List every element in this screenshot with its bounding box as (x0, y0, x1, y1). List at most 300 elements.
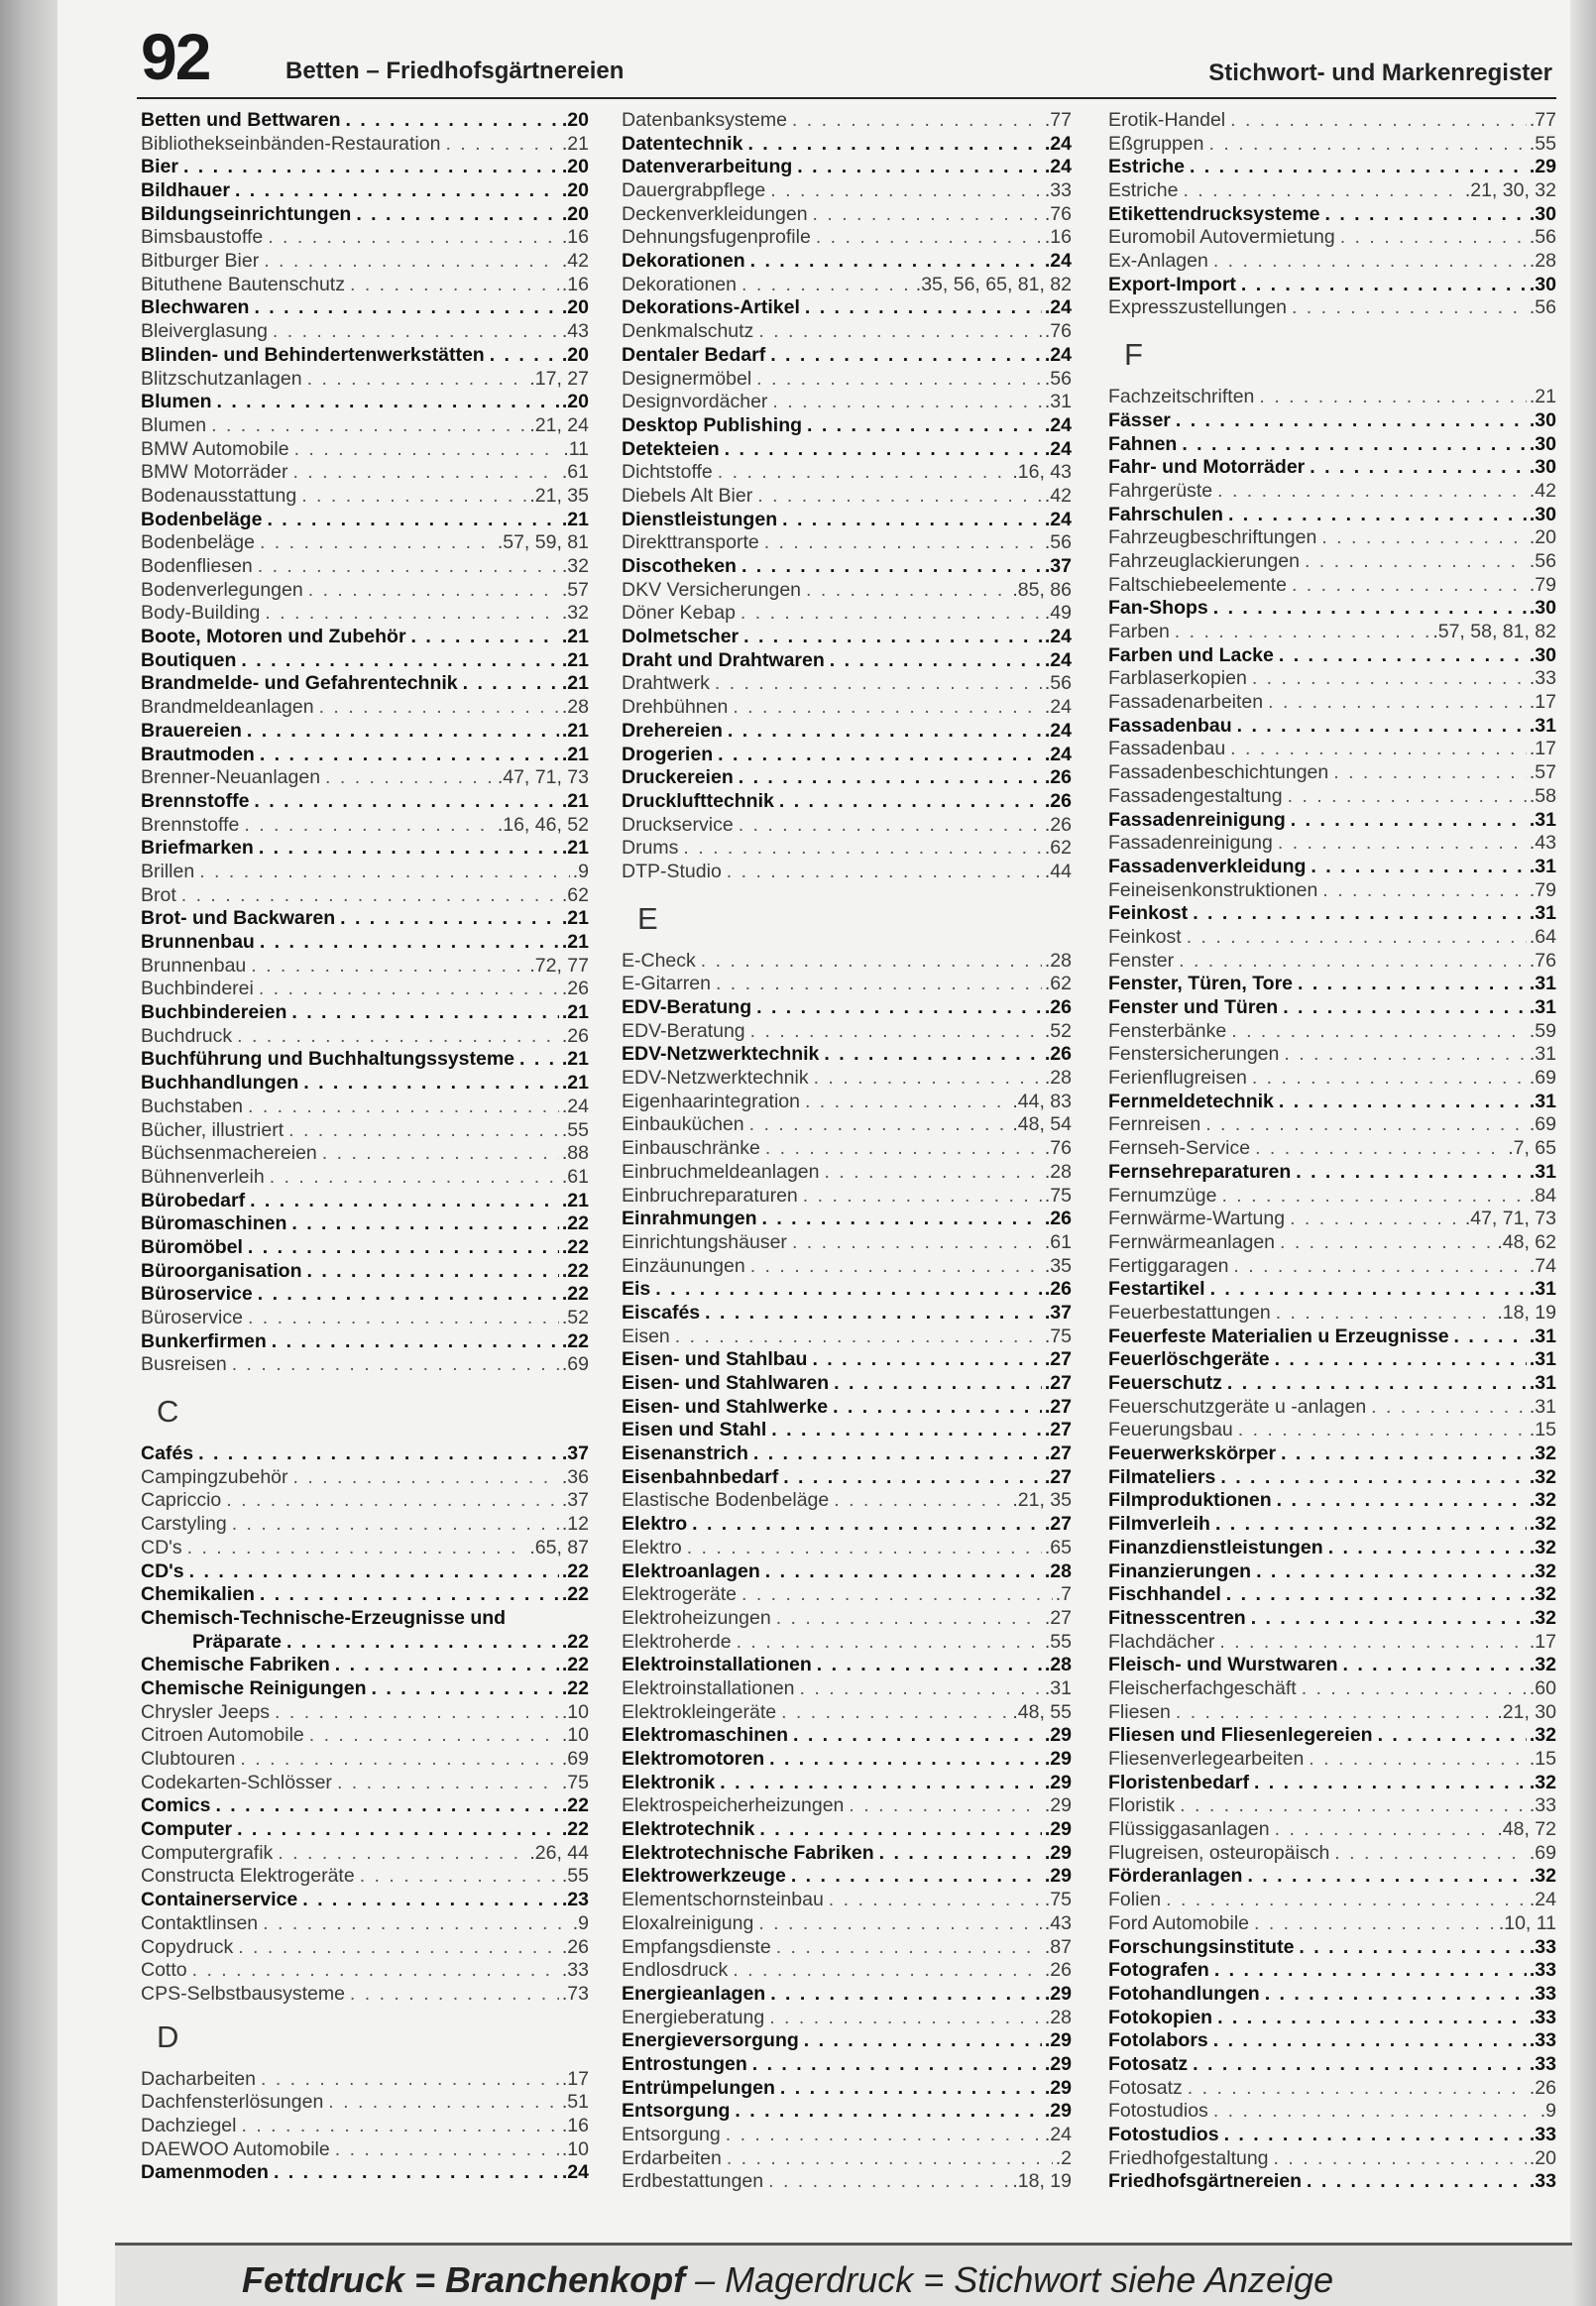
entry-pages: .87 (1044, 1935, 1072, 1958)
entry-term: Brennstoffe (141, 813, 240, 836)
entry-pages: .24 (561, 2161, 589, 2184)
dot-leader (248, 1095, 559, 1119)
dot-leader (1205, 1114, 1527, 1138)
dot-leader (1220, 1466, 1527, 1490)
index-keyword-entry (622, 1959, 1072, 1983)
entry-term: Elektro (622, 1536, 682, 1558)
index-heading-entry (1108, 715, 1556, 739)
index-heading-entry (622, 1419, 1072, 1442)
index-heading-entry (141, 1607, 589, 1631)
entry-term: Fotostudios (1108, 2100, 1208, 2123)
index-heading-entry (1108, 1278, 1556, 1302)
entry-term: Chrysler Jeeps (141, 1700, 271, 1723)
dot-leader (783, 1466, 1042, 1490)
index-keyword-entry (1108, 1067, 1556, 1091)
entry-pages: .28 (1044, 1559, 1072, 1582)
entry-term: Forschungsinstitute (1108, 1935, 1295, 1958)
index-keyword-entry (1108, 1748, 1556, 1772)
dot-leader (1183, 179, 1461, 203)
index-keyword-entry (141, 2091, 589, 2115)
index-keyword-entry (141, 320, 589, 344)
dot-leader (757, 485, 1042, 509)
index-keyword-entry (141, 1166, 589, 1190)
entry-pages: .30 (1529, 432, 1556, 455)
dot-leader (241, 649, 558, 673)
index-keyword-entry (1108, 761, 1556, 785)
index-keyword-entry (622, 1185, 1072, 1209)
index-keyword-entry (141, 461, 589, 485)
index-heading-entry (141, 907, 589, 931)
dot-leader (716, 973, 1042, 996)
index-keyword-entry (622, 1255, 1072, 1279)
index-keyword-entry (141, 414, 589, 438)
entry-pages: .55 (561, 1118, 589, 1141)
dot-leader (215, 1794, 558, 1818)
index-heading-entry (622, 2077, 1072, 2101)
index-heading-entry (622, 1842, 1072, 1866)
index-keyword-entry (622, 950, 1072, 974)
entry-pages: .2 (1055, 2146, 1072, 2169)
index-keyword-entry (1108, 297, 1556, 321)
entry-term: Feuerbestattungen (1108, 1302, 1271, 1324)
entry-term: Elektrospeicherheizungen (622, 1794, 845, 1817)
entry-pages: .21 (561, 931, 589, 954)
entry-pages: .31 (1529, 808, 1556, 831)
entry-pages: .22 (561, 1283, 589, 1306)
entry-term: Fotolabors (1108, 2029, 1208, 2052)
entry-pages: .32 (561, 602, 589, 625)
dot-leader (726, 2124, 1042, 2147)
entry-term: Präparate (192, 1630, 282, 1653)
index-keyword-entry (622, 320, 1072, 344)
dot-leader (1176, 1701, 1494, 1725)
page-right-edge (1570, 0, 1596, 2306)
entry-term: Bier (141, 156, 178, 178)
entry-pages: .24 (561, 1095, 589, 1117)
index-heading-entry (141, 1442, 589, 1466)
entry-term: Fleischerfachgeschäft (1108, 1677, 1297, 1699)
entry-pages: .32 (1529, 1559, 1556, 1582)
dot-leader (263, 1912, 570, 1936)
index-heading-entry (622, 2053, 1072, 2077)
entry-term: Eisenanstrich (622, 1442, 748, 1465)
dot-leader (728, 720, 1042, 744)
index-keyword-entry (1108, 1677, 1556, 1701)
entry-pages: .31 (1529, 1090, 1556, 1112)
entry-pages: .56 (1529, 296, 1556, 319)
entry-term: Fotosatz (1108, 2053, 1189, 2075)
entry-pages: .21 (561, 1048, 589, 1071)
dot-leader (739, 814, 1042, 838)
dot-leader (1226, 1583, 1527, 1607)
index-column-3 (1108, 109, 1556, 2194)
entry-term: Fahrschulen (1108, 503, 1223, 525)
index-keyword-entry (1108, 574, 1556, 598)
index-keyword-entry (622, 1231, 1072, 1255)
entry-term: Elektrogeräte (622, 1583, 737, 1606)
dot-leader (792, 109, 1042, 133)
index-keyword-entry (141, 555, 589, 579)
dot-leader (346, 109, 559, 133)
entry-term: Eisen und Stahl (622, 1419, 767, 1441)
entry-term: Comics (141, 1794, 211, 1817)
index-heading-entry (622, 1372, 1072, 1396)
index-keyword-entry (622, 1114, 1072, 1138)
entry-term: Friedhofgestaltung (1108, 2146, 1269, 2169)
header-title: Betten – Friedhofsgärtnereien (285, 58, 625, 84)
index-keyword-entry (1108, 950, 1556, 974)
index-keyword-entry (622, 274, 1072, 297)
index-keyword-entry (1108, 667, 1556, 691)
entry-pages: .24 (1529, 1889, 1556, 1911)
entry-pages: .12 (561, 1513, 589, 1536)
index-keyword-entry (622, 179, 1072, 203)
entry-term: Elastische Bodenbeläge (622, 1489, 830, 1512)
entry-pages: .37 (1044, 555, 1072, 578)
index-heading-entry (141, 203, 589, 227)
entry-pages: .42 (561, 250, 589, 273)
entry-term: Fernseh-Service (1108, 1137, 1251, 1160)
index-heading-entry (141, 1631, 589, 1655)
entry-pages: .26 (561, 978, 589, 1000)
entry-term: Fernumzüge (1108, 1184, 1217, 1207)
index-heading-entry (141, 344, 589, 368)
entry-pages: .21 (561, 508, 589, 530)
dot-leader (251, 955, 526, 979)
dot-leader (232, 1513, 559, 1537)
dot-leader (1325, 203, 1527, 227)
index-heading-entry (622, 1302, 1072, 1326)
entry-term: Farben (1108, 621, 1170, 643)
entry-pages: .42 (1044, 485, 1072, 507)
entry-pages: .17 (1529, 691, 1556, 714)
index-heading-entry (1108, 1326, 1556, 1349)
entry-term: Eisen- und Stahlwaren (622, 1372, 830, 1395)
entry-pages: .26 (1044, 1278, 1072, 1301)
entry-term: Drucklufttechnik (622, 789, 774, 812)
dot-leader (683, 837, 1041, 861)
index-keyword-entry (1108, 1889, 1556, 1912)
dot-leader (750, 1255, 1042, 1279)
entry-pages: .24 (1044, 437, 1072, 460)
dot-leader (1256, 1560, 1527, 1584)
entry-pages: .30 (1529, 408, 1556, 431)
entry-term: Floristik (1108, 1794, 1176, 1817)
index-keyword-entry (1108, 250, 1556, 274)
index-keyword-entry (1108, 226, 1556, 250)
dot-leader (1371, 1396, 1527, 1420)
entry-pages: .27 (1044, 1419, 1072, 1441)
dot-leader (1309, 1748, 1527, 1772)
entry-term: Farben und Lacke (1108, 643, 1274, 666)
entry-term: Betten und Bettwaren (141, 109, 341, 131)
entry-pages: .24 (1044, 719, 1072, 742)
entry-term: E-Gitarren (622, 973, 711, 995)
entry-pages: .29 (1044, 1818, 1072, 1841)
index-heading-entry (141, 1818, 589, 1842)
entry-term: Elektrotechnische Fabriken (622, 1841, 874, 1864)
index-heading-entry (622, 2029, 1072, 2053)
entry-term: Datentechnik (622, 132, 743, 155)
entry-term: Elektroinstallationen (622, 1677, 795, 1699)
dot-leader (267, 509, 558, 532)
index-keyword-entry (1108, 1231, 1556, 1255)
index-keyword-entry (622, 1677, 1072, 1701)
dot-leader (181, 884, 559, 908)
dot-leader (1305, 550, 1527, 574)
entry-pages: .29 (1044, 2076, 1072, 2099)
index-heading-entry (141, 1190, 589, 1213)
entry-term: Bodenbeläge (141, 508, 263, 530)
index-heading-entry (141, 790, 589, 814)
entry-pages: .61 (1044, 1230, 1072, 1253)
dot-leader (1275, 1348, 1527, 1372)
dot-leader (325, 766, 495, 790)
entry-pages: .33 (561, 1959, 589, 1982)
entry-pages: .33 (1529, 2170, 1556, 2193)
entry-term: Bodenverlegungen (141, 578, 303, 601)
entry-term: CD's (141, 1536, 182, 1558)
dot-leader (756, 368, 1042, 392)
entry-pages: .20 (561, 109, 589, 131)
dot-leader (1296, 1161, 1527, 1185)
index-keyword-entry (141, 1842, 589, 1866)
entry-pages: .74 (1529, 1254, 1556, 1277)
dot-leader (771, 1419, 1042, 1442)
index-heading-entry (141, 931, 589, 955)
entry-pages: .26, 44 (529, 1841, 589, 1864)
index-keyword-entry (1108, 1701, 1556, 1725)
dot-leader (1213, 2100, 1538, 2124)
entry-pages: .26 (1044, 1043, 1072, 1066)
index-keyword-entry (141, 1959, 589, 1983)
index-heading-entry (1108, 973, 1556, 996)
entry-term: Fassadenbau (1108, 714, 1232, 737)
dot-leader (1343, 1654, 1527, 1677)
dot-leader (1310, 456, 1527, 480)
index-heading-entry (622, 156, 1072, 179)
entry-pages: .44 (1044, 861, 1072, 882)
index-heading-entry (141, 1001, 589, 1025)
entry-term: Brauereien (141, 719, 242, 742)
entry-term: Festartikel (1108, 1278, 1205, 1301)
entry-term: Euromobil Autovermietung (1108, 226, 1335, 249)
index-keyword-entry (141, 1724, 589, 1748)
entry-pages: .31 (1044, 391, 1072, 413)
entry-term: Datenbanksysteme (622, 109, 787, 131)
entry-term: Einrichtungshäuser (622, 1230, 787, 1253)
index-heading-entry (622, 1818, 1072, 1842)
dot-leader (1213, 250, 1527, 274)
entry-pages: .33 (1529, 1959, 1556, 1982)
entry-pages: .77 (1044, 109, 1072, 131)
entry-pages: .69 (561, 1748, 589, 1771)
dot-leader (769, 2007, 1042, 2030)
index-keyword-entry (141, 485, 589, 509)
index-heading-entry (622, 649, 1072, 673)
dot-leader (260, 931, 559, 955)
entry-pages: .26 (1044, 996, 1072, 1019)
section-letter-d: D (157, 2018, 179, 2054)
entry-pages: .27 (1044, 1395, 1072, 1418)
index-keyword-entry (1108, 879, 1556, 903)
index-heading-entry (1108, 1724, 1556, 1748)
index-keyword-entry (141, 1466, 589, 1490)
entry-term: Blitzschutzanlagen (141, 367, 302, 390)
entry-term: Fernwärme-Wartung (1108, 1208, 1286, 1230)
index-heading-entry (622, 250, 1072, 274)
dot-leader (237, 1025, 559, 1049)
entry-term: Einbauschränke (622, 1137, 760, 1160)
index-keyword-entry (622, 1607, 1072, 1631)
dot-leader (303, 1072, 559, 1095)
entry-pages: .22 (561, 1818, 589, 1841)
index-keyword-entry (1108, 1912, 1556, 1936)
dot-leader (770, 1983, 1042, 2007)
entry-term: Brandmelde- und Gefahrentechnik (141, 672, 458, 695)
entry-term: Chemisch-Technische-Erzeugnisse und (141, 1606, 507, 1629)
entry-term: Fotohandlungen (1108, 1982, 1260, 2005)
dot-leader (490, 344, 559, 368)
index-heading-entry (141, 509, 589, 532)
entry-pages: .26 (1044, 813, 1072, 836)
dot-leader (198, 1442, 559, 1466)
dot-leader (463, 673, 559, 697)
entry-term: Buchdruck (141, 1024, 233, 1047)
entry-term: EDV-Netzwerktechnik (622, 1043, 820, 1066)
entry-term: Fischhandel (1108, 1583, 1221, 1606)
entry-pages: .28 (1044, 1654, 1072, 1676)
entry-pages: .10, 11 (1498, 1911, 1556, 1934)
dot-leader (1208, 133, 1526, 157)
entry-term: Computergrafik (141, 1841, 274, 1864)
entry-pages: .24 (1044, 250, 1072, 273)
entry-term: Büroservice (141, 1307, 243, 1329)
entry-term: Fassadenreinigung (1108, 808, 1286, 831)
index-heading-entry (141, 626, 589, 649)
entry-term: Ex-Anlagen (1108, 250, 1208, 273)
dot-leader (1252, 1067, 1527, 1091)
dot-leader (1454, 1326, 1527, 1349)
index-keyword-entry (1108, 2147, 1556, 2171)
index-heading-entry (141, 1283, 589, 1307)
entry-term: Eigenhaarintegration (622, 1090, 800, 1112)
entry-term: Fahnen (1108, 432, 1178, 455)
index-heading-entry (622, 438, 1072, 462)
entry-pages: .22 (561, 1654, 589, 1676)
entry-term: DTP-Studio (622, 861, 722, 882)
entry-term: Export-Import (1108, 273, 1236, 295)
index-keyword-entry (141, 1025, 589, 1049)
dot-leader (1307, 2170, 1527, 2194)
entry-term: Erdbestattungen (622, 2170, 764, 2193)
entry-term: Fitnesscentren (1108, 1606, 1246, 1629)
dot-leader (687, 1537, 1042, 1560)
index-keyword-entry (141, 814, 589, 838)
entry-pages: .32 (1529, 1771, 1556, 1793)
entry-term: Empfangsdienste (622, 1935, 771, 1958)
entry-pages: .48, 62 (1497, 1230, 1556, 1253)
entry-pages: .55 (1044, 1630, 1072, 1653)
dot-leader (776, 1936, 1042, 1960)
index-keyword-entry (1108, 1185, 1556, 1209)
entry-pages: .76 (1044, 202, 1072, 225)
entry-term: Floristenbedarf (1108, 1771, 1249, 1793)
index-keyword-entry (622, 673, 1072, 697)
dot-leader (769, 1748, 1042, 1772)
entry-pages: .29 (1529, 156, 1556, 178)
dot-leader (718, 744, 1042, 767)
entry-term: Brautmoden (141, 743, 255, 765)
index-keyword-entry (622, 2147, 1072, 2171)
dot-leader (217, 391, 559, 414)
dot-leader (1176, 409, 1527, 433)
index-heading-entry (622, 1983, 1072, 2007)
entry-term: Boote, Motoren und Zubehör (141, 626, 406, 648)
dot-leader (288, 1119, 559, 1143)
entry-term: Denkmalschutz (622, 320, 754, 343)
index-heading-entry (1108, 1959, 1556, 1983)
entry-term: Brunnenbau (141, 931, 255, 954)
index-keyword-entry (141, 2068, 589, 2092)
index-keyword-entry (141, 602, 589, 626)
entry-term: Eloxalreinigung (622, 1911, 754, 1934)
index-heading-entry (141, 156, 589, 179)
entry-pages: .33 (1044, 179, 1072, 202)
entry-term: Designvordächer (622, 391, 768, 413)
entry-pages: .35 (1044, 1254, 1072, 1277)
dot-leader (793, 1724, 1042, 1748)
entry-term: Fliesen (1108, 1700, 1171, 1723)
index-heading-entry (141, 1072, 589, 1095)
entry-term: Estriche (1108, 156, 1185, 178)
entry-term: Bitburger Bier (141, 250, 260, 273)
index-keyword-entry (1108, 1842, 1556, 1866)
entry-pages: .22 (561, 1794, 589, 1817)
entry-pages: .17, 27 (529, 367, 589, 390)
entry-term: Eisen- und Stahlwerke (622, 1395, 829, 1418)
index-keyword-entry (141, 884, 589, 908)
entry-pages: .15 (1529, 1748, 1556, 1771)
dot-leader (1190, 156, 1527, 179)
dot-leader (1214, 1959, 1527, 1983)
entry-pages: .15 (1529, 1419, 1556, 1441)
entry-term: Dacharbeiten (141, 2067, 256, 2090)
entry-term: Finanzdienstleistungen (1108, 1536, 1323, 1558)
entry-pages: .30 (1529, 456, 1556, 479)
index-keyword-entry (1108, 179, 1556, 203)
index-heading-entry (1108, 2124, 1556, 2147)
entry-pages: .21 (561, 672, 589, 695)
entry-term: Fahrzeuglackierungen (1108, 550, 1300, 572)
entry-pages: .26 (1044, 1208, 1072, 1230)
entry-term: Feineisenkonstruktionen (1108, 878, 1318, 901)
entry-term: Feuerlöschgeräte (1108, 1348, 1270, 1371)
entry-term: Entsorgung (622, 2100, 731, 2123)
index-keyword-entry (622, 1794, 1072, 1818)
index-keyword-entry (1108, 1419, 1556, 1442)
entry-pages: .11 (563, 437, 589, 460)
dot-leader (765, 1137, 1042, 1161)
entry-term: Blechwaren (141, 296, 250, 319)
entry-pages: .16 (561, 2115, 589, 2136)
index-keyword-entry (622, 696, 1072, 720)
dot-leader (302, 1889, 559, 1912)
index-heading-entry (622, 996, 1072, 1020)
dot-leader (248, 1236, 559, 1260)
dot-leader (335, 1654, 559, 1677)
index-keyword-entry (141, 1772, 589, 1795)
